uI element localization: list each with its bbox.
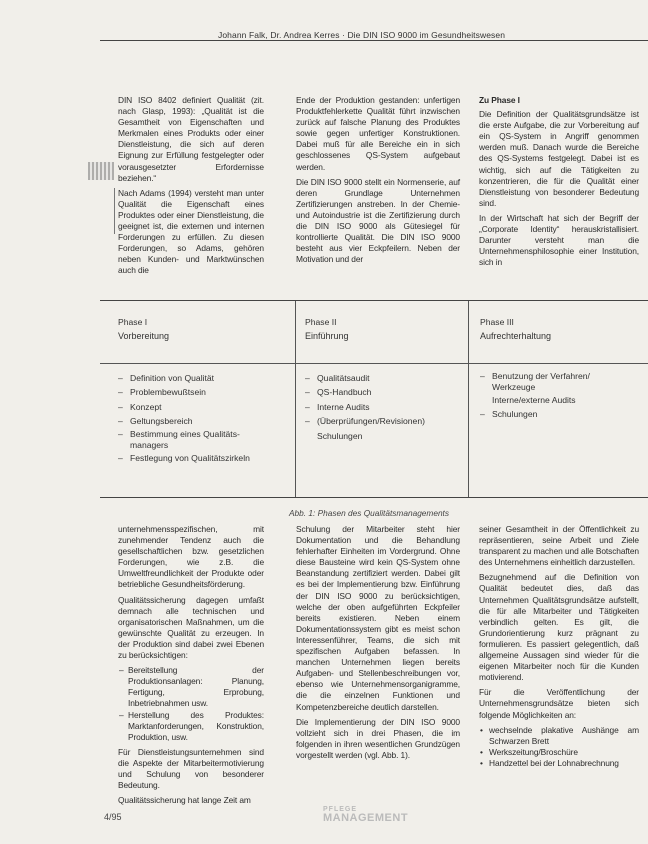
paragraph: seiner Gesamtheit in der Öffentlichkeit zu repräsentieren, seine Arbeit und Ziele transparent zu machen und alle Botschaften des Unternehmens einheitlich darzustellen.	[479, 524, 639, 568]
paragraph: Ende der Produktion gestanden: unfertigen Produktfehlerkette Qualität führt inzwischen zurück auf falsche Planung des Produktes sowie gegen unfertiger Konstruktionen. Dabei muß für alle Bereiche ein in sich geschlossenes QS-System aufgebaut werden.	[296, 95, 460, 172]
list-item: – Herstellung des Produktes: Marktanforderungen, Konstruktion, Produktion, usw.	[128, 710, 264, 743]
list-item: Interne/externe Audits	[492, 395, 576, 405]
margin-marker	[88, 162, 114, 180]
list-item: – (Überprüfungen/Revisionen)	[305, 414, 425, 428]
list-item: • wechselnde plakative Aushänge am Schwarzen Brett	[489, 725, 639, 747]
header-rule	[100, 40, 648, 41]
column-top-left	[118, 95, 264, 281]
phase-1-items	[118, 371, 250, 465]
list-item: Werkzeuge	[492, 382, 536, 392]
figure-divider	[295, 301, 296, 497]
bullet-list	[479, 725, 639, 769]
column-bottom-left	[118, 524, 264, 810]
paragraph: Qualitätssicherung dagegen umfaßt demnach alle technischen und organisatorischen Maßnahmen, um die gewünschte Qualität zu erzeugen. In der Produktion sind dabei zwei Ebenen zu berücksichtigen:	[118, 594, 264, 661]
list-item: – Geltungsbereich	[118, 414, 250, 428]
phase-label: Phase I	[118, 317, 148, 327]
paragraph: Schulung der Mitarbeiter steht hier Dokumentation und die Behandlung fehlerhafter Einheiten im Vordergrund. Ohne diese Bausteine wird kein QS-System ohne Beanstandung zertifiziert werden. Dabei gilt es bei der Implementierung bzw. Einführung der DIN ISO 9000 zu berücksichtigen, welche der oben aufgeführten Eckpfeiler bereits existieren. Neben einem Dokumentationssystem gibt es meist schon Interessenführer, Teams, die sich mit spezifischen Aufgaben befassen. In manchen Unternehmen liegen bereits Aufgaben- und Stellenbeschreibungen vor, ebenso wie Unternehmensorganigramme, die die einzelnen Funktionen und Kompetenzbereiche deutlich darstellen.	[296, 524, 460, 712]
list-item: • Handzettel bei der Lohnabrechnung	[489, 758, 639, 769]
paragraph: Bezugnehmend auf die Definition von Qualität bedeutet dies, daß das Unternehmen Qualitätsgrundsätze aufstellt, die für alle Mitarbeiter und Tätigkeiten verbindlich gelten. Es gilt, die Grundorientierung kurz prägnant zu formulieren. Es passiert gelegentlich, daß allgemeine Aussagen sind wieder für die eigenen Mitarbeiter noch für die Kunden motivierend.	[479, 572, 639, 683]
paragraph: Für Dienstleistungsunternehmen sind die Aspekte der Mitarbeitermotivierung und Schulung von besonderer Bedeutung.	[118, 746, 264, 791]
list-item: – Problembewußtsein	[118, 385, 250, 399]
paragraph: Die Implementierung der DIN ISO 9000 vollzieht sich in drei Phasen, die im folgenden in ihren wesentlichen Grundzügen vorgestellt werden (vgl. Abb. 1).	[296, 716, 460, 760]
list-item: – Definition von Qualität	[118, 371, 250, 385]
column-top-middle	[296, 95, 460, 269]
column-bottom-middle	[296, 524, 460, 765]
phase-3-header	[480, 315, 551, 343]
paragraph: Für die Veröffentlichung der Unternehmensgrundsätze bieten sich folgende Möglichkeiten an:	[479, 687, 639, 720]
paragraph: Die Definition der Qualitätsgrundsätze ist die erste Aufgabe, die zur Vorbereitung auf ein QS-System in Angriff genommen werden muß. Danach wurde die Bereiche des QS-Systems festgelegt. Dabei ist es wichtig, sich auf die Tätigkeiten zu konzentrieren, die für die Qualität einer Dienstleistung von besonderer Bedeutung sind.	[479, 109, 639, 208]
list-item: – Schulungen	[480, 407, 590, 421]
list-item: – Interne Audits	[305, 400, 425, 414]
paragraph: DIN ISO 8402 definiert Qualität (zit. nach Glasp, 1993): „Qualität ist die Gesamtheit von Eigenschaften und Merkmalen eines Produkts oder einer Dienstleistung, die sich auf deren Eignung zur Erfüllung festgelegter oder vorausgesetzter Erfordernisse beziehen.“	[118, 95, 264, 183]
logo-top: PFLEGE	[323, 806, 358, 813]
phase-name: Aufrechterhaltung	[480, 331, 552, 341]
figure-divider	[468, 301, 469, 497]
list-item: – Konzept	[118, 400, 250, 414]
paragraph: Nach Adams (1994) versteht man unter Qualität die Eigenschaft eines Produktes oder einer Dienstleistung, die geeignet ist, die externen und internen Forderungen zu erfüllen. Zu diesen Forderungen, so Adams, gehören neben Kunden- und Marktwünschen auch die	[118, 187, 264, 276]
list-item: – Festlegung von Qualitätszirkeln	[118, 451, 250, 465]
column-top-right	[479, 95, 639, 272]
margin-marker-line	[102, 188, 115, 234]
list-item: – Benutzung der Verfahren/	[480, 371, 590, 382]
figure-caption	[0, 508, 648, 518]
figure-divider	[100, 363, 648, 364]
paragraph: In der Wirtschaft hat sich der Begriff der „Corporate Identity“ herauskristallisiert. Darunter versteht man die Unternehmensphilosophie einer Institution, sich in	[479, 212, 639, 268]
phases-figure	[100, 300, 648, 498]
phase-name: Vorbereitung	[118, 331, 170, 341]
list-item: Schulungen	[317, 430, 363, 441]
caption-text: Abb. 1: Phasen des Qualitätsmanagements	[288, 508, 450, 518]
column-bottom-right	[479, 524, 639, 773]
phase-label: Phase II	[305, 317, 337, 327]
phase-2-header	[305, 315, 349, 343]
bullet-list	[118, 665, 264, 743]
page-number: 4/95	[104, 812, 122, 822]
list-item: • Werkszeitung/Broschüre	[489, 747, 639, 758]
section-heading: Zu Phase I	[479, 95, 520, 105]
list-item: – Qualitätsaudit	[305, 371, 425, 385]
phase-label: Phase III	[480, 317, 514, 327]
list-item: managers	[130, 439, 169, 450]
phase-3-items	[480, 371, 590, 422]
paragraph: unternehmensspezifischen, mit zunehmender Tendenz auch die gesellschaftlichen bzw. gesetzlichen Forderungen, wie z.B. die Umweltfreundlichkeit der Produkte oder betriebliche Gesundheitsförderung.	[118, 524, 264, 590]
paragraph: Qualitätssicherung hat lange Zeit am	[118, 795, 251, 806]
logo-bottom: MANAGEMENT	[323, 812, 409, 824]
phase-2-items	[305, 371, 425, 443]
list-item: – Bestimmung eines Qualitäts-	[118, 429, 250, 440]
phase-name: Einführung	[305, 331, 349, 341]
paragraph: Die DIN ISO 9000 stellt ein Normenserie, auf deren Grundlage Unternehmen Zertifizierungen anstreben. In der Chemie- und Autoindustrie ist die Zertifizierung durch die DIN ISO 9000 als Gütesiegel für kontrollierte Qualität. Die DIN ISO 9000 besteht aus vier Eckpfeilern. Neben der Motivation und der	[296, 176, 460, 265]
running-header: Johann Falk, Dr. Andrea Kerres · Die DIN ISO 9000 im Gesundheitswesen	[218, 30, 506, 40]
list-item: – Bereitstellung der Produktionsanlagen: Planung, Fertigung, Erprobung, Inbetriebnahmen usw.	[128, 665, 264, 709]
magazine-logo	[323, 805, 408, 823]
phase-1-header	[118, 315, 169, 343]
list-item: – QS-Handbuch	[305, 385, 425, 399]
